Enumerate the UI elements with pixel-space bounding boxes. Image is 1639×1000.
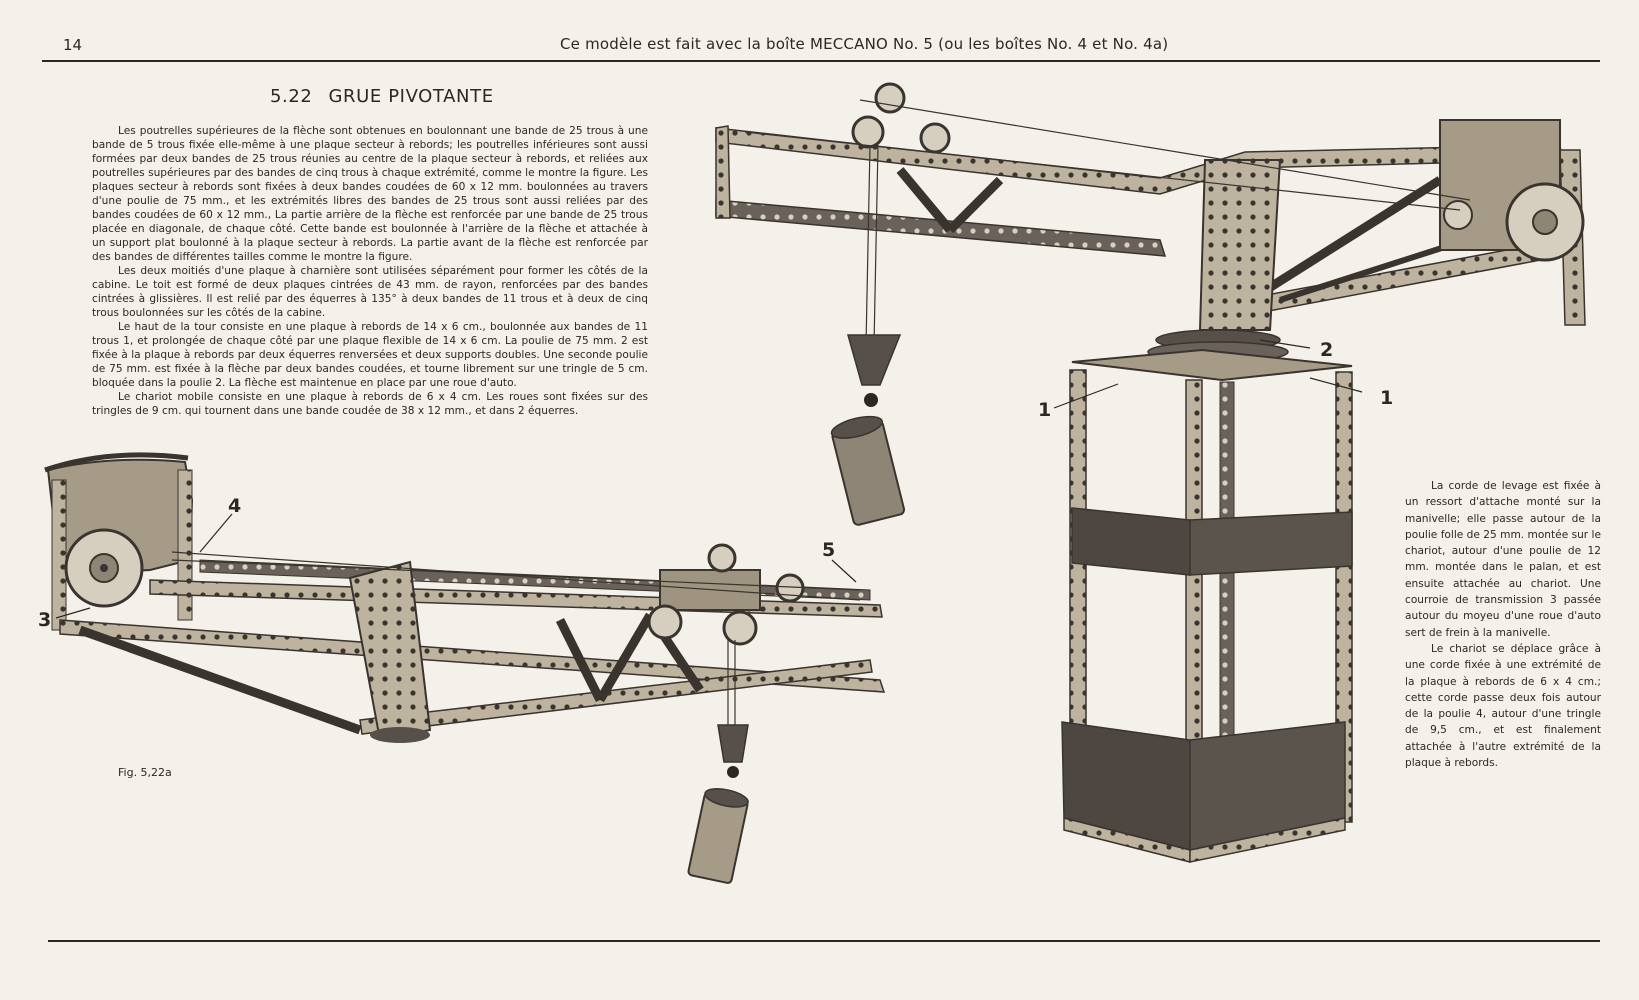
footer-rule — [48, 940, 1600, 942]
callout-1-left: 1 — [1038, 399, 1052, 421]
callout-5: 5 — [822, 539, 836, 561]
figure-caption: Fig. 5,22a — [118, 766, 172, 779]
cab-illustration — [45, 455, 192, 630]
running-head: Ce modèle est fait avec la boîte MECCANO No. 5 (ou les boîtes No. 4 et No. 4a) — [560, 35, 1169, 53]
callout-4: 4 — [228, 495, 242, 517]
crane-perspective-illustration — [56, 84, 1585, 862]
side-paragraph: La corde de levage est fixée à un ressort d'attache monté sur la manivelle; elle passe autour de la poulie folle de 25 mm. montée sur le chariot, autour d'une poulie de 12 mm. montée dans le palan, et est ensuite attachée au chariot. Une courroie de transmission 3 passée autour du moyeu d'une roue d'auto sert de frein à la manivelle. — [1405, 480, 1601, 639]
section-name: GRUE PIVOTANTE — [328, 86, 494, 107]
jib-side-view-illustration — [45, 455, 884, 884]
side-paragraph: Le chariot se déplace grâce à une corde fixée à une extrémité de la plaque à rebords de 6 x 4 cm.; cette corde passe deux fois autour de la poulie 4, autour d'une tringle de 9,5 cm., et est finalement attachée à l'autre extrémité de la plaque à rebords. — [1405, 642, 1601, 770]
instructions-paragraph: Le haut de la tour consiste en une plaque à rebords de 14 x 6 cm., boulonnée aux bandes de 11 trous 1, et prolongée de chaque côté par une plaque flexible de 14 x 6 cm. La poulie de 75 mm. 2 est fixée à la plaque à rebords par deux équerres renversées et deux supports doubles. Une seconde poulie de 75 mm. est fixée à la flèche par deux bandes coudées, et tourne librement sur une tringle de 5 cm. bloquée dans la poulie 2. La flèche est maintenue en place par une roue d'auto. — [92, 321, 648, 389]
callout-1-right: 1 — [1380, 387, 1394, 409]
page-number: 14 — [63, 36, 83, 54]
side-notes — [1405, 478, 1601, 771]
instructions-paragraph: Le chariot mobile consiste en une plaque à rebords de 6 x 4 cm. Les roues sont fixées sur des tringles de 9 cm. qui tournent dans une bande coudée de 38 x 12 mm., et dans 2 équerres. — [92, 391, 648, 417]
callout-2: 2 — [1320, 339, 1334, 361]
callout-3: 3 — [38, 609, 52, 631]
instructions-paragraph: Les poutrelles supérieures de la flèche sont obtenues en boulonnant une bande de 25 trous à une bande de 5 trous fixée elle-même à une plaque secteur à rebords; les poutrelles inférieures sont aussi formées par deux bandes de 25 trous réunies au centre de la plaque secteur à rebords, et reliées aux poutrelles supérieures par des bandes de cinq trous à chaque extrémité, comme le montre la figure. Les plaques secteur à rebords sont fixées à deux bandes coudées de 60 x 12 mm. boulonnées au travers d'une poulie de 75 mm., et les extrémités libres des bandes de 25 trous sont aussi reliées par des bandes coudées de 60 x 12 mm., La partie arrière de la flèche est renforcée par une bande de 25 trous placée en diagonale, de chaque côté. Cette bande est boulonnée à l'arrière de la flèche et attachée à un support plat boulonné à la plaque secteur à rebords. La partie avant de la flèche est renforcée par des bandes de différentes tailles comme le montre la figure. — [92, 125, 648, 263]
section-number: 5.22 — [270, 86, 313, 107]
instructions-paragraph: Les deux moitiés d'une plaque à charnière sont utilisées séparément pour former les côtés de la cabine. Le toit est formé de deux plaques cintrées de 43 mm. de rayon, renforcées par des bandes cintrées à glissières. Il est relié par des équerres à 135° à deux bandes de 11 trous et à deux de cinq trous boulonnées sur les côtés de la cabine. — [92, 265, 648, 319]
